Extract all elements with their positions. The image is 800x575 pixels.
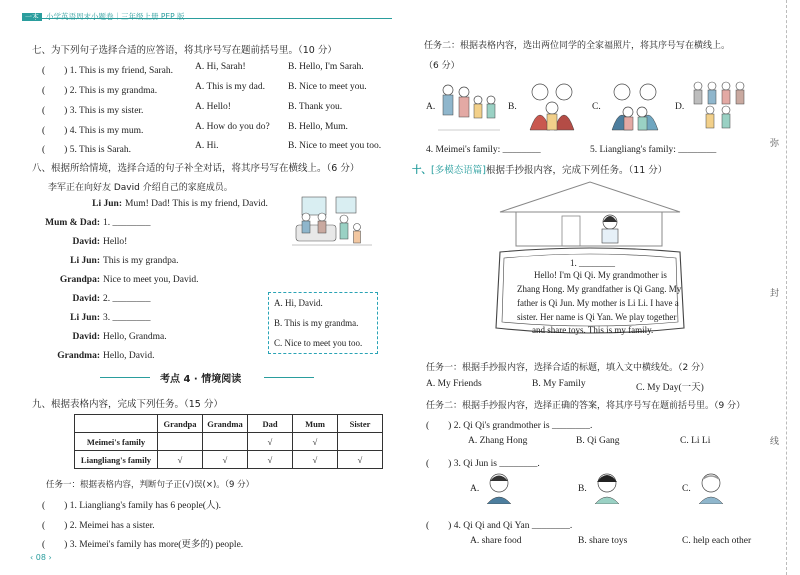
margin-text-2: 封 [770, 289, 780, 299]
kp-rule-left [100, 377, 150, 378]
s8-line-4: This is my grandpa. [103, 256, 179, 266]
s7-q5-b: B. Nice to meet you too. [288, 141, 382, 151]
table-header-cell: Grandpa [158, 415, 203, 433]
margin-text-3: 线 [770, 437, 780, 447]
table-header-row [75, 415, 383, 433]
table-cell [158, 433, 203, 451]
s7-q2: ( ) 2. This is my grandma. [42, 86, 158, 96]
photo-label-c: C. [592, 102, 601, 112]
s10-q4-opt-c: C. help each other [682, 536, 752, 546]
table-cell: √ [293, 451, 338, 469]
page-number-text: 08 [35, 553, 46, 562]
section8-title: 八、根据所给情境，选择合适的句子补全对话，将其序号写在横线上。（6 分） [32, 163, 360, 174]
s8-option-c: C. Nice to meet you too. [274, 338, 363, 348]
family-photo-a [438, 80, 500, 132]
header-rule [22, 18, 392, 19]
family-photo-b [522, 80, 584, 132]
s9-task2: 任务二：根据表格内容，选出两位同学的全家福照片，将其序号写在横线上。 [424, 41, 731, 51]
man-portrait-a-image [484, 470, 514, 504]
s10-passage-line: father is Qi Jun. My mother is Li Li. I have a [517, 298, 679, 308]
table-cell: Liangliang's family [75, 451, 158, 469]
header-text: 小学英语周末小题卷｜三年级上册 PEP 版 [46, 12, 185, 21]
s10-q2: ( ) 2. Qi Qi's grandmother is ________. [426, 421, 593, 431]
family-photo-d [688, 78, 750, 132]
s7-q1-b: B. Hello, I'm Sarah. [288, 62, 364, 72]
binding-line [786, 0, 788, 575]
table-header-cell: Mum [293, 415, 338, 433]
s10-task2: 任务二：根据手抄报内容，选择正确的答案，将其序号写在题前括号里。（9 分） [426, 401, 746, 411]
table-cell: √ [248, 433, 293, 451]
s10-title-tag: [多模态语篇] [431, 165, 486, 176]
family-living-room-image [292, 191, 372, 253]
s7-q4-b: B. Hello, Mum. [288, 122, 348, 132]
s10-q4-opt-a: A. share food [470, 536, 522, 546]
table-header-cell [75, 415, 158, 433]
s10-passage-line: and share toys. This is my family. [532, 325, 654, 335]
s7-q5-a: A. Hi. [195, 141, 219, 151]
table-row [75, 451, 383, 469]
s10-passage-line: Zhang Hong. My grandfather is Qi Gang. My [517, 284, 682, 294]
s10-q2-opt-a: A. Zhang Hong [468, 436, 528, 446]
s10-title-rest: 根据手抄报内容，完成下列任务。（11 分） [485, 165, 668, 176]
s8-speaker-3: David: [72, 237, 100, 247]
page-number: ‹ 08 › [30, 553, 52, 562]
kp-rule-right [264, 377, 314, 378]
s7-q1: ( ) 1. This is my friend, Sarah. [42, 66, 173, 76]
photo-label-b: B. [508, 102, 517, 112]
s10-passage-line: sister. Her name is Qi Yan. We play together [517, 312, 677, 322]
s10-q3-opt-b: B. [578, 484, 587, 494]
s7-q2-b: B. Nice to meet you. [288, 82, 367, 92]
kp-banner-text: 考点 4 · 情境阅读 [160, 374, 242, 385]
s8-line-7: 3. ________ [103, 313, 151, 323]
s10-q3-opt-c: C. [682, 484, 691, 494]
s8-speaker-8: David: [72, 332, 100, 342]
s10-q4: ( ) 4. Qi Qi and Qi Yan ________. [426, 521, 573, 531]
s10-q2-opt-c: C. Li Li [680, 436, 711, 446]
table-cell [338, 433, 383, 451]
section8-intro: 李军正在向好友 David 介绍自己的家庭成员。 [48, 183, 233, 193]
s10-passage-line: Hello! I'm Qi Qi. My grandmother is [534, 270, 667, 280]
section9-title: 九、根据表格内容，完成下列任务。（15 分） [32, 399, 223, 410]
table-cell: √ [293, 433, 338, 451]
table-cell [203, 433, 248, 451]
s10-task1-opt-c: C. My Day(一天) [636, 383, 704, 393]
s9-q3: ( ) 3. Meimei's family has more(更多的) people. [42, 540, 244, 550]
table-cell: √ [158, 451, 203, 469]
table-cell: √ [338, 451, 383, 469]
header [22, 6, 185, 24]
s8-line-9: Hello, David. [103, 351, 155, 361]
s9-task2-score: （6 分） [424, 61, 460, 71]
margin-text-1: 弥 [770, 139, 780, 149]
header-tag: 一本 [22, 13, 42, 21]
table-header-cell: Sister [338, 415, 383, 433]
section7-title: 七、为下列句子选择合适的应答语，将其序号写在题前括号里。（10 分） [32, 45, 337, 56]
s7-q1-a: A. Hi, Sarah! [195, 62, 246, 72]
table-cell: √ [203, 451, 248, 469]
s8-speaker-7: Li Jun: [70, 313, 100, 323]
family-photo-c [604, 80, 668, 132]
s7-q4: ( ) 4. This is my mum. [42, 126, 144, 136]
table-header-cell: Grandma [203, 415, 248, 433]
s7-q3: ( ) 3. This is my sister. [42, 106, 144, 116]
s10-task1-opt-b: B. My Family [532, 379, 586, 389]
s9-task1: 任务一：根据表格内容，判断句子正(√)误(×)。（9 分） [46, 480, 255, 490]
s10-task1-opt-a: A. My Friends [426, 379, 482, 389]
s8-speaker-4: Li Jun: [70, 256, 100, 266]
s8-line-8: Hello, Grandma. [103, 332, 167, 342]
s8-speaker-2: Mum & Dad: [45, 218, 100, 228]
s8-option-a: A. Hi, David. [274, 298, 323, 308]
grandpa-portrait-c-image [696, 470, 726, 504]
s10-task1: 任务一：根据手抄报内容，选择合适的标题，填入文中横线处。（2 分） [426, 363, 710, 373]
s8-line-6: 2. ________ [103, 294, 151, 304]
s7-q4-a: A. How do you do? [195, 122, 270, 132]
s10-q3: ( ) 3. Qi Jun is ________. [426, 459, 540, 469]
s7-q5: ( ) 5. This is Sarah. [42, 145, 132, 155]
s8-speaker-1: Li Jun: [92, 199, 122, 209]
table-header-cell: Dad [248, 415, 293, 433]
s8-speaker-6: David: [72, 294, 100, 304]
s8-line-2: 1. ________ [103, 218, 151, 228]
s10-title-prefix: 十、 [412, 165, 432, 176]
s8-option-b: B. This is my grandma. [274, 318, 359, 328]
section10-title [412, 162, 667, 176]
kp-banner [160, 370, 241, 385]
table-row [75, 433, 383, 451]
s7-q2-a: A. This is my dad. [195, 82, 266, 92]
table-cell: Meimei's family [75, 433, 158, 451]
s8-line-1: Mum! Dad! This is my friend, David. [125, 199, 268, 209]
photo-label-d: D. [675, 102, 685, 112]
s9-q1: ( ) 1. Liangliang's family has 6 people(人). [42, 501, 222, 511]
s8-line-5: Nice to meet you, David. [103, 275, 199, 285]
s8-speaker-5: Grandpa: [59, 275, 100, 285]
s10-q2-opt-b: B. Qi Gang [576, 436, 620, 446]
s7-q3-a: A. Hello! [195, 102, 231, 112]
boy-portrait-b-image [592, 470, 622, 504]
photo-label-a: A. [426, 102, 436, 112]
s10-blank: 1. ________ [570, 258, 615, 268]
s10-q3-opt-a: A. [470, 484, 480, 494]
family-table [74, 414, 383, 469]
s8-speaker-9: Grandma: [57, 351, 100, 361]
s9-q2: ( ) 2. Meimei has a sister. [42, 521, 155, 531]
s10-q4-opt-b: B. share toys [578, 536, 628, 546]
s9-fill-4: 4. Meimei's family: ________ [426, 145, 541, 155]
s8-line-3: Hello! [103, 237, 128, 247]
table-cell: √ [248, 451, 293, 469]
s7-q3-b: B. Thank you. [288, 102, 343, 112]
s9-fill-5: 5. Liangliang's family: ________ [590, 145, 717, 155]
